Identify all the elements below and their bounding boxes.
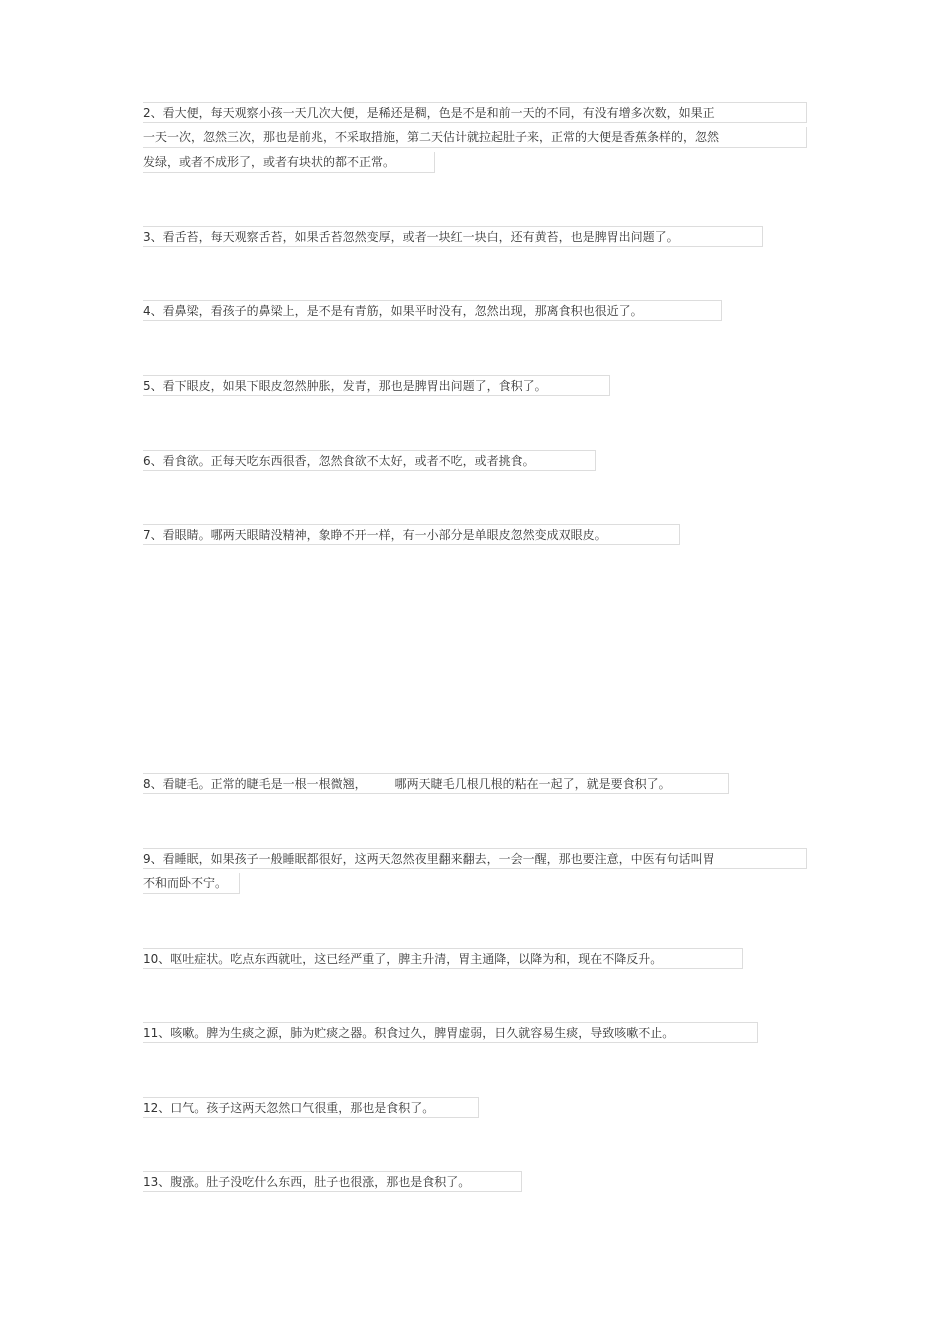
item-10-line: 10、呕吐症状。吃点东西就吐，这已经严重了，脾主升清，胃主通降，以降为和，现在不降反升。: [143, 948, 743, 969]
item-8-part-1: 8、看睫毛。正常的睫毛是一根一根微翘，: [143, 777, 367, 791]
item-8-line: [143, 773, 729, 794]
item-4-line: 4、看鼻梁，看孩子的鼻梁上，是不是有青筋，如果平时没有，忽然出现，那离食积也很近了。: [143, 300, 722, 321]
item-9-line-1: 9、看睡眠，如果孩子一般睡眠都很好，这两天忽然夜里翻来翻去，一会一醒，那也要注意，中医有句话叫胃: [143, 848, 807, 869]
item-13-line: 13、腹涨。肚子没吃什么东西，肚子也很涨，那也是食积了。: [143, 1171, 522, 1192]
item-7-line: 7、看眼睛。哪两天眼睛没精神，象睁不开一样，有一小部分是单眼皮忽然变成双眼皮。: [143, 524, 680, 545]
item-2-line-2: 一天一次，忽然三次，那也是前兆，不采取措施，第二天估计就拉起肚子来，正常的大便是香蕉条样的，忽然: [143, 127, 807, 148]
item-3-line: 3、看舌苔，每天观察舌苔，如果舌苔忽然变厚，或者一块红一块白，还有黄苔，也是脾胃出问题了。: [143, 226, 763, 247]
item-8-part-2: 哪两天睫毛几根几根的粘在一起了，就是要食积了。: [394, 777, 671, 791]
item-9-line-2: 不和而卧不宁。: [143, 873, 240, 894]
item-12-line: 12、口气。孩子这两天忽然口气很重，那也是食积了。: [143, 1097, 479, 1118]
item-2-line-3: 发绿，或者不成形了，或者有块状的都不正常。: [143, 152, 435, 173]
item-11-line: 11、咳嗽。脾为生痰之源，肺为贮痰之器。积食过久，脾胃虚弱，日久就容易生痰，导致咳嗽不止。: [143, 1022, 758, 1043]
item-2-line-1: 2、看大便，每天观察小孩一天几次大便，是稀还是稠，色是不是和前一天的不同，有没有增多次数，如果正: [143, 102, 807, 123]
item-6-line: 6、看食欲。正每天吃东西很香，忽然食欲不太好，或者不吃，或者挑食。: [143, 450, 596, 471]
item-5-line: 5、看下眼皮，如果下眼皮忽然肿胀，发青，那也是脾胃出问题了，食积了。: [143, 375, 610, 396]
